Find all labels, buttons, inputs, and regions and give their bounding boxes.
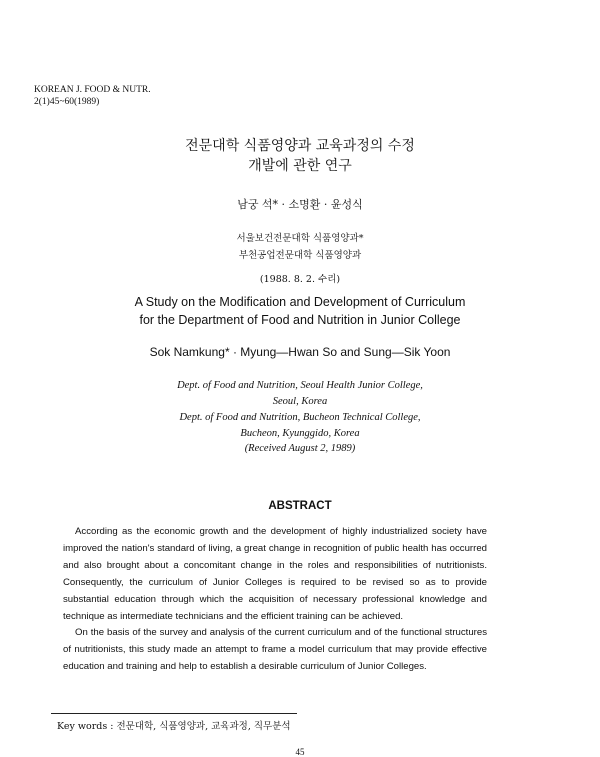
english-affiliation-1-line1: Dept. of Food and Nutrition, Seoul Health Junior College,: [177, 380, 423, 391]
korean-title-line1: 전문대학 식품영양과 교육과정의 수정: [185, 138, 415, 154]
korean-title: [0, 136, 600, 176]
english-title-line1: A Study on the Modification and Development of Curriculum: [134, 295, 466, 309]
abstract-heading: ABSTRACT: [268, 500, 332, 512]
received-date: (Received August 2, 1989): [244, 443, 356, 454]
english-affiliations: [0, 378, 600, 442]
english-authors: Sok Namkung* · Myung—Hwan So and Sung—Sik Yoon: [149, 345, 451, 359]
english-title-line2: for the Department of Food and Nutrition in Junior College: [139, 313, 461, 327]
keywords: Key words : 전문대학, 식품영양과, 교육과정, 직무분석: [57, 721, 291, 732]
english-title: [0, 293, 600, 329]
abstract-paragraph: On the basis of the survey and analysis of the current curriculum and of the functional structures of nutritionists, this study made an attempt to frame a model curriculum that may provide effective education and training and help to establish a desirable curriculum of Junior Colleges.: [63, 627, 487, 673]
korean-authors: 남궁 석* · 소명환 · 윤성식: [237, 198, 363, 211]
korean-affiliation-2: 부천공업전문대학 식품영양과: [238, 250, 362, 261]
english-affiliation-1-line2: Seoul, Korea: [272, 396, 328, 407]
page-number: 45: [295, 747, 305, 757]
journal-name: KOREAN J. FOOD & NUTR.: [34, 85, 151, 95]
korean-affiliations: [0, 230, 600, 264]
journal-header: [34, 84, 151, 108]
journal-citation: 2(1)45~60(1989): [34, 97, 100, 107]
korean-title-line2: 개발에 관한 연구: [248, 158, 352, 174]
abstract-paragraph: According as the economic growth and the development of highly industrialized society have improved the nation's standard of living, a great change in recognition of public health has occurred and also brought about a concomitant change in the roles and responsibilities of nutritionists. Consequently, the curriculum of Junior Colleges is required to be revised so as to provide substantial education through which the acquisition of necessary professional knowledge and technique as intermediate technicians and the efficient training can be achieved.: [63, 526, 487, 622]
footnote-rule: [51, 713, 297, 714]
korean-received-date: (1988. 8. 2. 수리): [259, 274, 341, 285]
korean-affiliation-1: 서울보건전문대학 식품영양과*: [236, 233, 364, 244]
english-affiliation-2-line2: Bucheon, Kyunggido, Korea: [240, 428, 360, 439]
abstract-body: [63, 524, 487, 676]
english-affiliation-2-line1: Dept. of Food and Nutrition, Bucheon Technical College,: [179, 412, 421, 423]
